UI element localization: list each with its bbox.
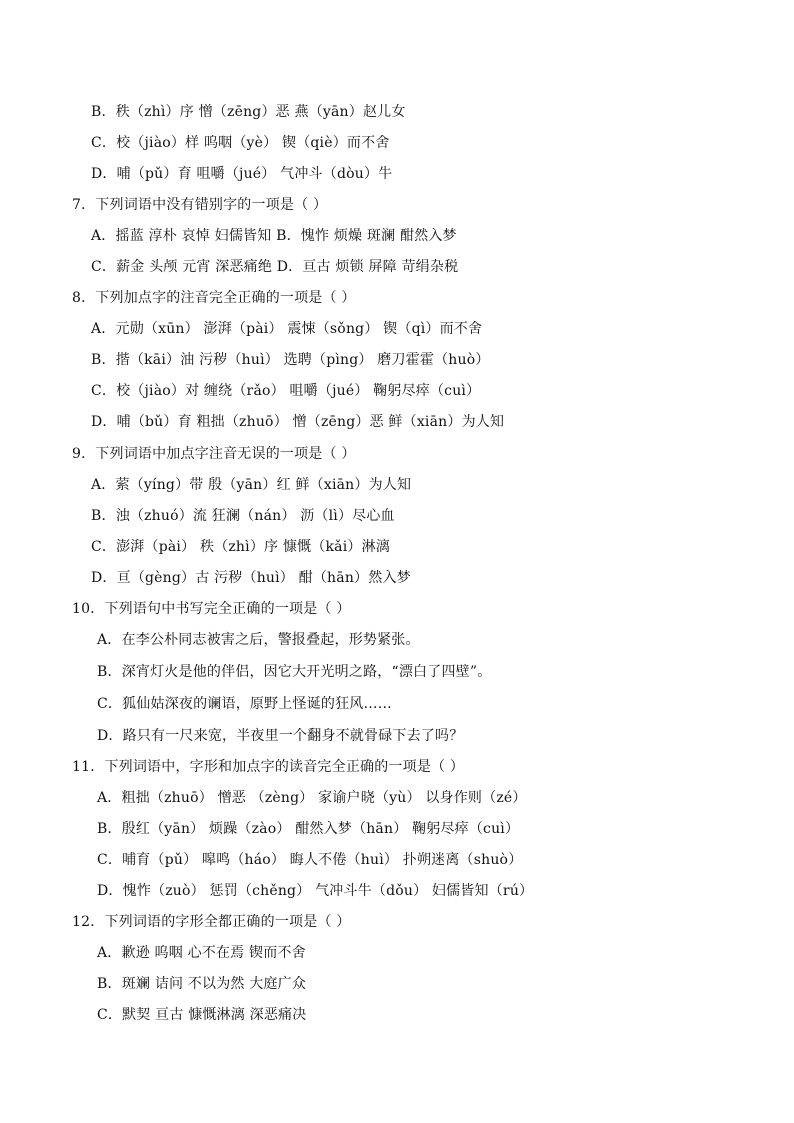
q7-options-ab: A．摇蓝 淳朴 哀悼 妇儒皆知 B．愧怍 烦燥 斑澜 酣然入梦 <box>91 228 457 244</box>
question-8: 8．下列加点字的注音完全正确的一项是（ ） <box>72 290 356 306</box>
q9-option-b: B．浊（zhuó）流 狂澜（nán） 沥（lì）尽心血 <box>91 508 395 524</box>
q12-option-c: C．默契 亘古 慷慨淋漓 深恶痛决 <box>97 1007 307 1023</box>
q7-options-cd: C．薪金 头颅 元宵 深恶痛绝 D．亘古 烦锁 屏障 苛绢杂税 <box>91 259 459 275</box>
q6-option-d: D．哺（pǔ）育 咀嚼（jué） 气冲斗（dòu）牛 <box>91 166 393 182</box>
q6-option-c: C．校（jiào）样 呜咽（yè） 锲（qiè）而不舍 <box>91 135 390 151</box>
question-12: 12．下列词语的字形全都正确的一项是（ ） <box>72 914 351 930</box>
q9-option-a: A．萦（yíng）带 殷（yān）红 鲜（xiān）为人知 <box>91 477 412 493</box>
q11-option-d: D．愧怍（zuò） 惩罚（chěng） 气冲斗牛（dǒu） 妇儒皆知（rú） <box>97 883 534 899</box>
q11-option-b: B．殷红（yān） 烦躁（zào） 酣然入梦（hān） 鞠躬尽瘁（cuì） <box>97 821 520 837</box>
q9-option-d: D．亘（gèng）古 污秽（huì） 酣（hān）然入梦 <box>91 570 411 586</box>
q12-option-b: B．斑斓 诘问 不以为然 大庭广众 <box>97 976 307 992</box>
q8-option-b: B．揩（kāi）油 污秽（huì） 选聘（pìng） 磨刀霍霍（huò） <box>91 352 490 368</box>
q8-option-c: C．校（jiào）对 缠绕（rǎo） 咀嚼（jué） 鞠躬尽瘁（cuì） <box>91 383 481 399</box>
q10-option-c: C．狐仙姑深夜的谰语，原野上怪诞的狂风…… <box>97 696 392 712</box>
q9-option-c: C．澎湃（pài） 秩（zhì）序 慷慨（kǎi）淋漓 <box>91 539 390 555</box>
q11-option-c: C．哺育（pǔ） 嗥鸣（háo） 晦人不倦（huì） 扑朔迷离（shuò） <box>97 852 523 868</box>
q6-option-b: B．秩（zhì）序 憎（zēng）恶 燕（yān）赵儿女 <box>91 104 406 120</box>
q10-option-d: D．路只有一尺来宽，半夜里一个翻身不就骨碌下去了吗？ <box>97 728 464 744</box>
q11-option-a: A．粗拙（zhuō） 憎恶 （zèng） 家谕户晓（yù） 以身作则（zé） <box>97 790 527 806</box>
q8-option-a: A．元勋（xūn） 澎湃（pài） 震悚（sǒng） 锲（qì）而不舍 <box>91 321 483 337</box>
q12-option-a: A．歉逊 呜咽 心不在焉 锲而不舍 <box>97 945 306 961</box>
question-10: 10．下列语句中书写完全正确的一项是（ ） <box>72 601 351 617</box>
q10-option-a: A．在李公朴同志被害之后，警报叠起，形势紧张。 <box>97 632 420 648</box>
question-7: 7．下列词语中没有错别字的一项是（ ） <box>72 197 328 213</box>
q10-option-b: B．深宵灯火是他的伴侣，因它大开光明之路，“漂白了四壁”。 <box>97 664 492 680</box>
question-11: 11．下列词语中，字形和加点字的读音完全正确的一项是（ ） <box>72 759 465 775</box>
q8-option-d: D．哺（bǔ）育 粗拙（zhuō） 憎（zēng）恶 鲜（xiān）为人知 <box>91 414 505 430</box>
question-9: 9．下列词语中加点字注音无误的一项是（ ） <box>72 446 356 462</box>
